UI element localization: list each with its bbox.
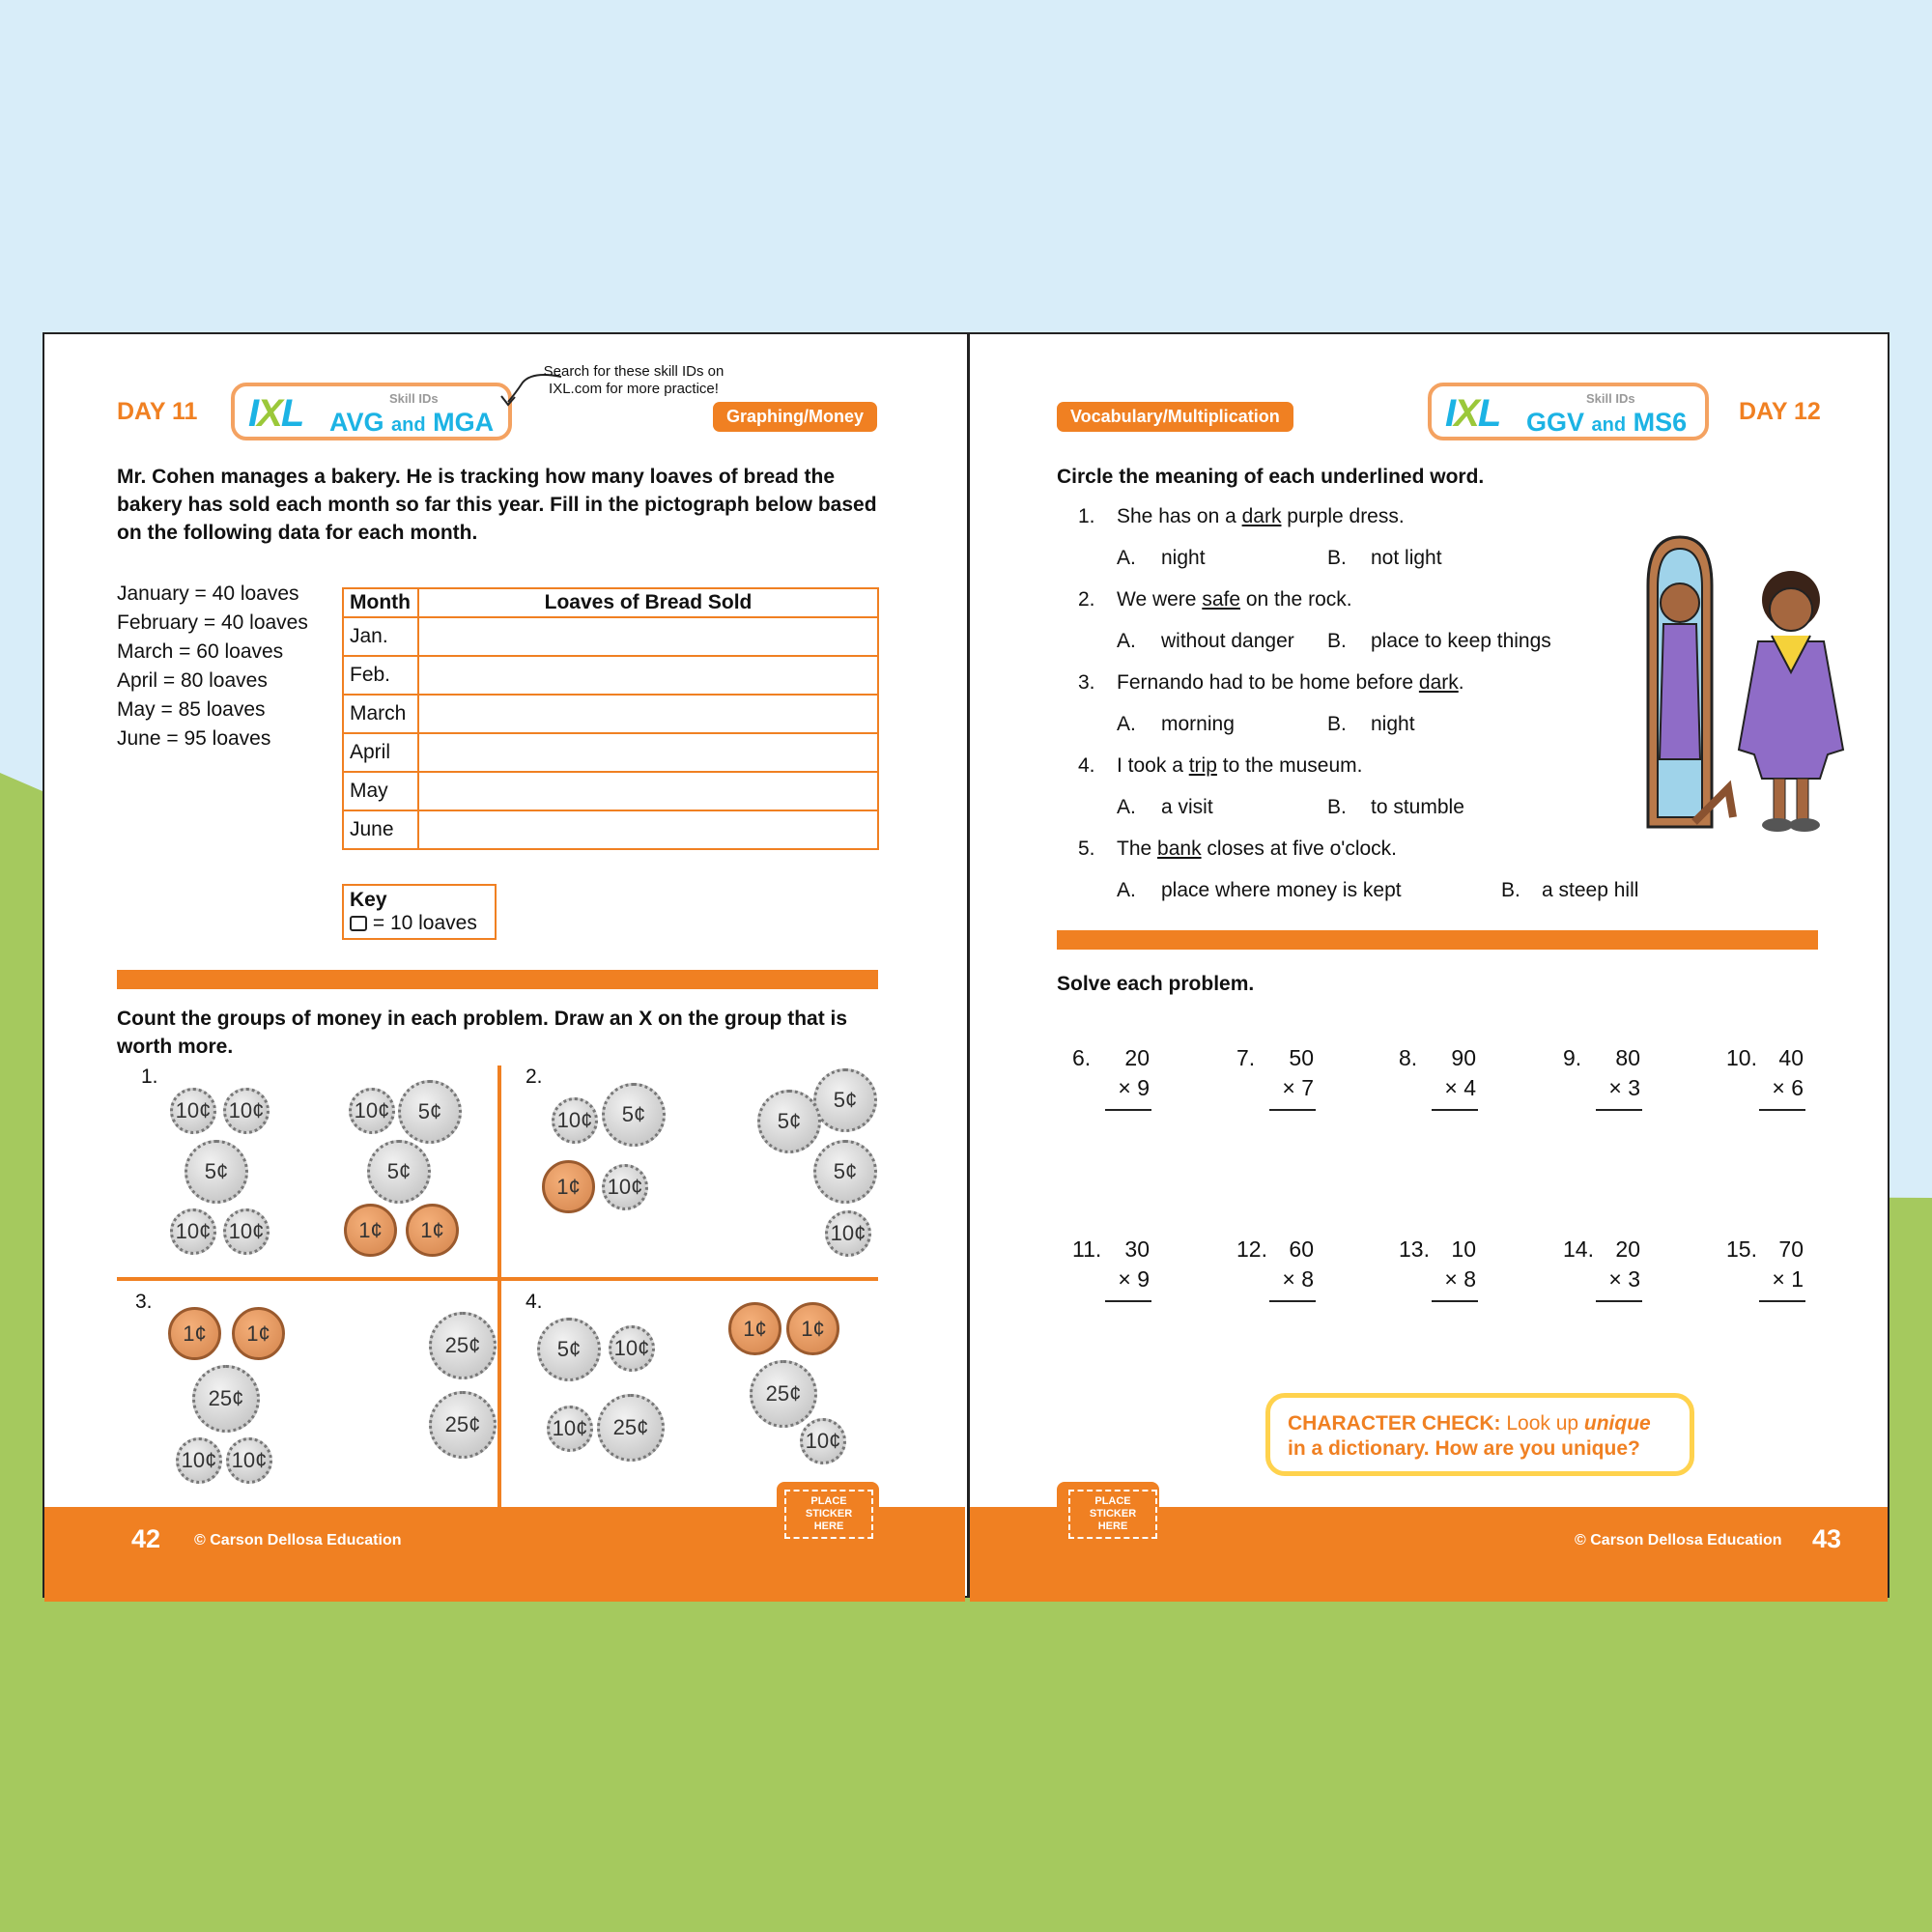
intro-text: Mr. Cohen manages a bakery. He is tracking how many loaves of bread the bakery has sold each month so far this year. Fill in the pictograph below based on the following data for each month. xyxy=(117,466,877,544)
copyright: © Carson Dellosa Education xyxy=(194,1532,402,1548)
dime-coin: 10¢ xyxy=(170,1208,216,1255)
math-problem[interactable]: 8. 90 × 4 xyxy=(1399,1045,1515,1122)
penny-coin: 1¢ xyxy=(786,1302,839,1355)
underlined-word: dark xyxy=(1241,505,1282,527)
coin-group-1-right[interactable] xyxy=(344,1080,469,1264)
sticker-placeholder[interactable]: PLACE STICKER HERE xyxy=(1068,1490,1157,1539)
data-item: May = 85 loaves xyxy=(117,698,266,721)
right-page xyxy=(970,334,1889,1596)
dime-coin: 10¢ xyxy=(226,1437,272,1484)
day-label: DAY 11 xyxy=(117,398,198,425)
pictograph-cell[interactable] xyxy=(418,617,878,656)
key-title: Key xyxy=(350,889,387,911)
answer-a[interactable]: place where money is kept xyxy=(1161,879,1402,901)
dime-coin: 10¢ xyxy=(552,1097,598,1144)
month-cell: May xyxy=(343,772,418,810)
coin-group-4-right[interactable] xyxy=(728,1302,873,1466)
nickel-coin: 5¢ xyxy=(537,1318,601,1381)
quarter-coin: 25¢ xyxy=(192,1365,260,1433)
vocab-list xyxy=(1057,502,1639,918)
skill-ids: AVG and MGA xyxy=(329,408,495,437)
month-cell: Feb. xyxy=(343,656,418,695)
nickel-coin: 5¢ xyxy=(185,1140,248,1204)
money-intro: Count the groups of money in each problem. Draw an X on the group that is worth more. xyxy=(117,1008,848,1058)
dime-coin: 10¢ xyxy=(170,1088,216,1134)
nickel-coin: 5¢ xyxy=(398,1080,462,1144)
coin-group-4-left[interactable] xyxy=(537,1313,711,1467)
grid-line-horizontal xyxy=(117,1277,878,1281)
answer-b[interactable]: not light xyxy=(1371,547,1442,569)
page-number: 43 xyxy=(1812,1524,1842,1553)
skill-ids-label: Skill IDs xyxy=(1586,391,1635,406)
penny-coin: 1¢ xyxy=(232,1307,285,1360)
coin-group-2-left[interactable] xyxy=(542,1083,706,1237)
penny-coin: 1¢ xyxy=(542,1160,595,1213)
header-month: Month xyxy=(343,588,418,617)
pictograph-table xyxy=(342,587,879,850)
data-item: March = 60 loaves xyxy=(117,640,284,663)
vocab-item: 2. We were safe on the rock. A. without danger B. place to keep things xyxy=(1057,585,1617,668)
vocab-item: 3. Fernando had to be home before dark. A. morning B. night xyxy=(1057,668,1617,752)
dime-coin: 10¢ xyxy=(602,1164,648,1210)
month-cell: April xyxy=(343,733,418,772)
data-item: June = 95 loaves xyxy=(117,727,271,750)
skill-ids-label: Skill IDs xyxy=(389,391,439,406)
search-note: Search for these skill IDs on IXL.com for more practice! xyxy=(543,363,724,397)
topic-badge: Vocabulary/Multiplication xyxy=(1057,402,1293,432)
vocab-item: 1. She has on a dark purple dress. A. night B. not light xyxy=(1057,502,1617,585)
problem-number: 4. xyxy=(526,1291,543,1313)
answer-a[interactable]: without danger xyxy=(1161,630,1294,652)
vocab-item: 5. The bank closes at five o'clock. A. place where money is kept B. a steep hill xyxy=(1057,835,1617,918)
answer-a[interactable]: morning xyxy=(1161,713,1235,735)
section-divider xyxy=(117,970,878,989)
nickel-coin: 5¢ xyxy=(813,1140,877,1204)
math-problem[interactable]: 13. 10 × 8 xyxy=(1399,1236,1515,1314)
dime-coin: 10¢ xyxy=(609,1325,655,1372)
math-problem[interactable]: 7. 50 × 7 xyxy=(1236,1045,1352,1122)
nickel-coin: 5¢ xyxy=(367,1140,431,1204)
underlined-word: bank xyxy=(1157,838,1202,860)
key-box xyxy=(342,884,497,940)
answer-b[interactable]: a steep hill xyxy=(1542,879,1639,901)
dime-coin: 10¢ xyxy=(825,1210,871,1257)
pictograph-cell[interactable] xyxy=(418,733,878,772)
quarter-coin: 25¢ xyxy=(429,1391,497,1459)
skill-ids: GGV and MS6 xyxy=(1526,408,1688,437)
dime-coin: 10¢ xyxy=(547,1406,593,1452)
vocab-item: 4. I took a trip to the museum. A. a visit B. to stumble xyxy=(1057,752,1617,835)
quarter-coin: 25¢ xyxy=(597,1394,665,1462)
dime-coin: 10¢ xyxy=(223,1088,270,1134)
math-problem[interactable]: 12. 60 × 8 xyxy=(1236,1236,1352,1314)
underlined-word: safe xyxy=(1202,588,1241,611)
month-cell: Jan. xyxy=(343,617,418,656)
pictograph-cell[interactable] xyxy=(418,772,878,810)
problem-number: 1. xyxy=(141,1065,158,1088)
character-check-box: CHARACTER CHECK: Look up unique in a dictionary. How are you unique? xyxy=(1265,1393,1694,1476)
math-problem[interactable]: 9. 80 × 3 xyxy=(1563,1045,1679,1122)
dime-coin: 10¢ xyxy=(800,1418,846,1464)
math-problem[interactable]: 11. 30 × 9 xyxy=(1072,1236,1188,1314)
math-problem[interactable]: 15. 70 × 1 xyxy=(1726,1236,1842,1314)
month-cell: March xyxy=(343,695,418,733)
ixl-skill-box[interactable] xyxy=(1428,383,1709,440)
data-item: February = 40 loaves xyxy=(117,611,308,634)
header-loaves: Loaves of Bread Sold xyxy=(418,588,878,617)
nickel-coin: 5¢ xyxy=(757,1090,821,1153)
pictograph-cell[interactable] xyxy=(418,810,878,849)
data-item: January = 40 loaves xyxy=(117,582,299,605)
quarter-coin: 25¢ xyxy=(750,1360,817,1428)
workbook-spread xyxy=(43,332,1889,1598)
problem-number: 3. xyxy=(135,1291,153,1313)
dime-coin: 10¢ xyxy=(349,1088,395,1134)
section-divider xyxy=(1057,930,1818,950)
vocab-instruction: Circle the meaning of each underlined word. xyxy=(1057,466,1485,488)
pictograph-cell[interactable] xyxy=(418,656,878,695)
penny-coin: 1¢ xyxy=(728,1302,781,1355)
sticker-placeholder[interactable]: PLACE STICKER HERE xyxy=(784,1490,873,1539)
coin-group-3-left[interactable] xyxy=(168,1307,342,1486)
underlined-word: trip xyxy=(1188,754,1217,777)
page-number: 42 xyxy=(131,1524,161,1553)
character-check-label: CHARACTER CHECK: xyxy=(1288,1412,1501,1435)
coin-group-2-right[interactable] xyxy=(757,1068,883,1262)
problem-number: 2. xyxy=(526,1065,543,1088)
penny-coin: 1¢ xyxy=(406,1204,459,1257)
topic-badge: Graphing/Money xyxy=(713,402,877,432)
left-page xyxy=(44,334,967,1596)
ixl-logo: IXL xyxy=(248,392,303,435)
data-item: April = 80 loaves xyxy=(117,669,268,692)
quarter-coin: 25¢ xyxy=(429,1312,497,1379)
day-label: DAY 12 xyxy=(1739,398,1821,425)
loaf-square-icon xyxy=(350,916,367,931)
penny-coin: 1¢ xyxy=(344,1204,397,1257)
nickel-coin: 5¢ xyxy=(813,1068,877,1132)
answer-a[interactable]: night xyxy=(1161,547,1206,569)
answer-b[interactable]: to stumble xyxy=(1371,796,1464,818)
dime-coin: 10¢ xyxy=(223,1208,270,1255)
dime-coin: 10¢ xyxy=(176,1437,222,1484)
coin-group-3-right[interactable] xyxy=(429,1312,506,1466)
answer-b[interactable]: night xyxy=(1371,713,1415,735)
math-problem[interactable]: 6. 20 × 9 xyxy=(1072,1045,1188,1122)
girl-mirror-illustration xyxy=(1636,527,1859,841)
pictograph-cell[interactable] xyxy=(418,695,878,733)
underlined-word: dark xyxy=(1418,671,1459,694)
nickel-coin: 5¢ xyxy=(602,1083,666,1147)
key-text: = 10 loaves xyxy=(372,912,477,934)
coin-group-1-left[interactable] xyxy=(170,1088,286,1257)
month-cell: June xyxy=(343,810,418,849)
copyright: © Carson Dellosa Education xyxy=(1575,1532,1782,1548)
answer-a[interactable]: a visit xyxy=(1161,796,1213,818)
answer-b[interactable]: place to keep things xyxy=(1371,630,1551,652)
math-problem[interactable]: 10. 40 × 6 xyxy=(1726,1045,1842,1122)
data-list xyxy=(117,580,308,753)
math-instruction: Solve each problem. xyxy=(1057,973,1255,995)
penny-coin: 1¢ xyxy=(168,1307,221,1360)
ixl-logo: IXL xyxy=(1445,392,1500,435)
math-problem[interactable]: 14. 20 × 3 xyxy=(1563,1236,1679,1314)
